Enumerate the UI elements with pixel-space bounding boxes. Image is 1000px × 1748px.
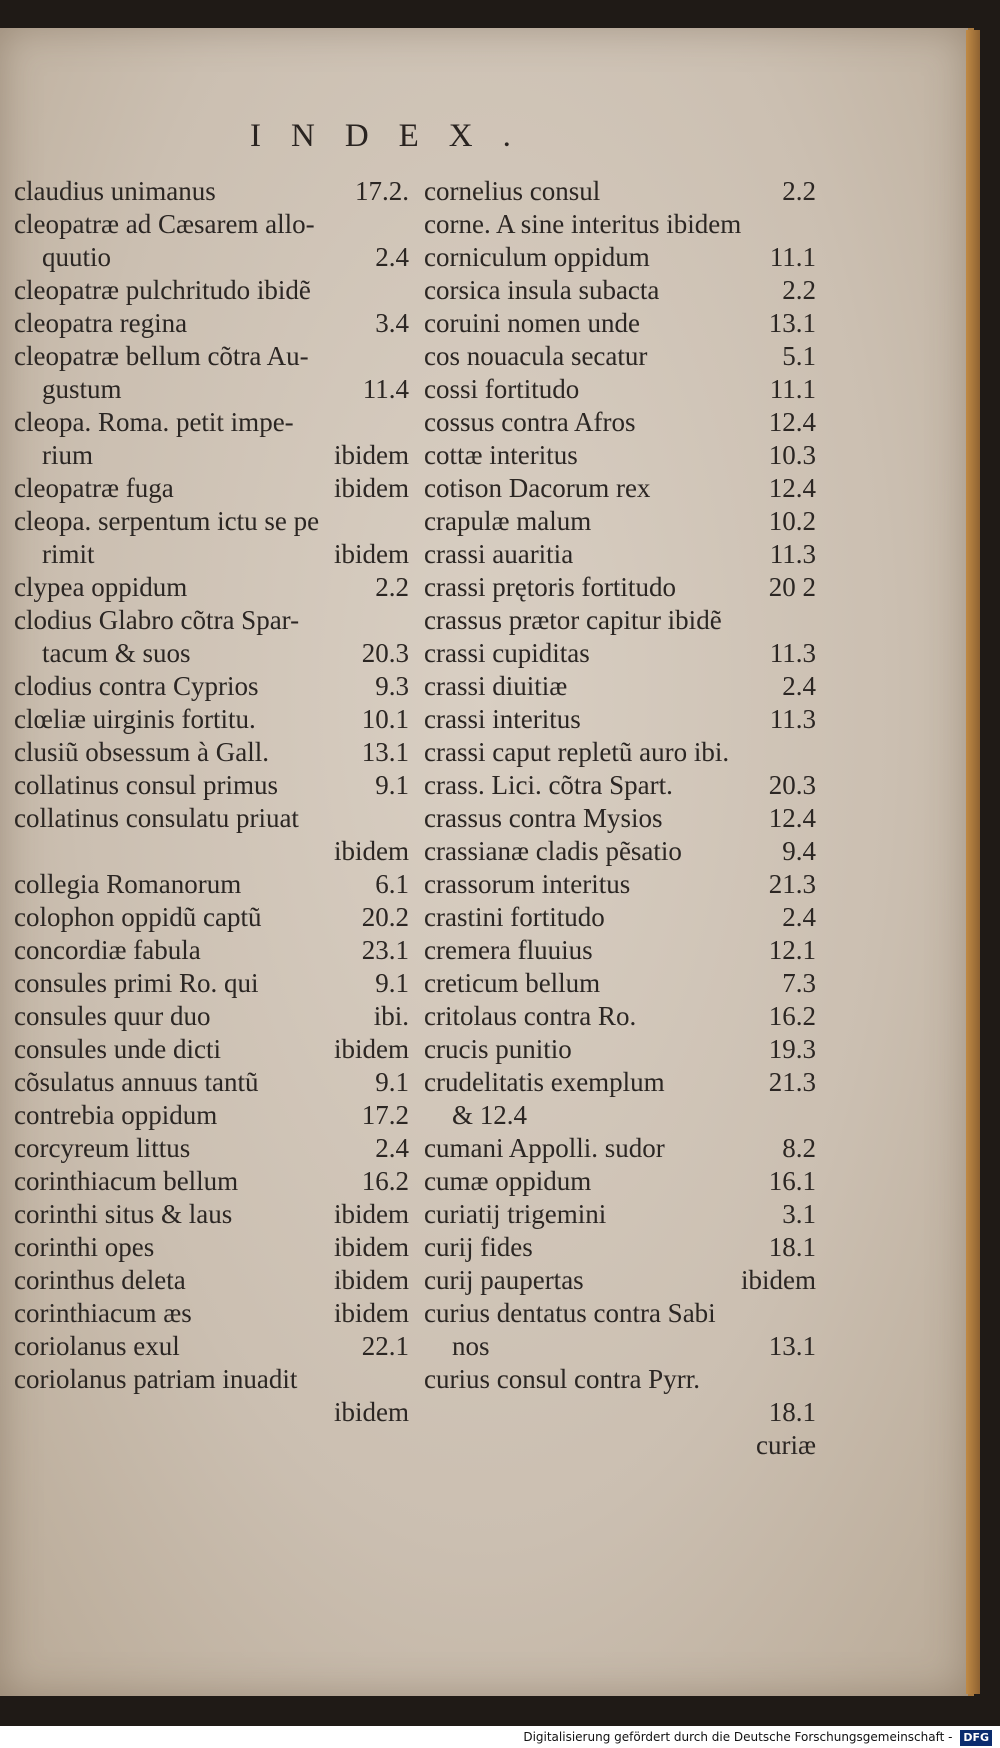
index-entry (424, 1099, 816, 1132)
entry-text: curiatij trigemini (424, 1199, 607, 1229)
entry-text: gustum (42, 374, 122, 404)
entry-reference: ibidem (334, 1265, 409, 1295)
index-entry (424, 868, 816, 901)
entry-text: contrebia oppidum (14, 1100, 218, 1130)
entry-reference: 2.4 (782, 902, 816, 932)
index-entry (14, 769, 409, 802)
entry-reference: 23.1 (361, 935, 409, 965)
entry-reference: 13.1 (361, 737, 409, 767)
index-entry (424, 1363, 816, 1396)
index-entry (424, 307, 816, 340)
entry-reference: 2.2 (375, 572, 409, 602)
entry-text: clodius Glabro cõtra Spar- (14, 605, 300, 635)
entry-text: crassus prætor capitur ibidẽ (424, 605, 722, 635)
entry-text: crapulæ malum (424, 506, 592, 536)
entry-reference: 22.1 (361, 1331, 409, 1361)
index-entry (14, 967, 409, 1000)
index-entry (424, 934, 816, 967)
entry-reference: 3.1 (782, 1199, 816, 1229)
entry-text: rium (42, 440, 93, 470)
index-entry (14, 637, 409, 670)
entry-reference: 9.1 (375, 1067, 409, 1097)
entry-reference: 13.1 (768, 1331, 816, 1361)
entry-text: curius dentatus contra Sabi (424, 1298, 716, 1328)
entry-text: crassi cupiditas (424, 638, 590, 668)
entry-text: cotison Dacorum rex (424, 473, 651, 503)
entry-text: corinthi situs & laus (14, 1199, 233, 1229)
entry-text: crassorum interitus (424, 869, 631, 899)
index-entry (14, 736, 409, 769)
index-entry (14, 208, 409, 241)
entry-text: cottæ interitus (424, 440, 578, 470)
entry-text: cleopa. serpentum ictu se pe (14, 506, 320, 536)
index-entry (424, 472, 816, 505)
index-entry (424, 340, 816, 373)
index-entry (424, 1429, 816, 1462)
entry-reference: 9.4 (782, 836, 816, 866)
index-entry (14, 670, 409, 703)
entry-reference: 10.1 (361, 704, 409, 734)
entry-text: coriolanus exul (14, 1331, 180, 1361)
index-entry (14, 439, 409, 472)
entry-text: collatinus consulatu priuat (14, 803, 299, 833)
entry-reference: 17.2 (361, 1100, 409, 1130)
entry-reference: 9.1 (375, 968, 409, 998)
entry-text: collatinus consul primus (14, 770, 278, 800)
entry-text: crassi prętoris fortitudo (424, 572, 676, 602)
entry-text: corniculum oppidum (424, 242, 650, 272)
entry-reference: 11.3 (769, 704, 816, 734)
index-entry (14, 1330, 409, 1363)
entry-text: cornelius consul (424, 176, 601, 206)
entry-reference: ibi. (373, 1001, 409, 1031)
entry-text: consules primi Ro. qui (14, 968, 259, 998)
digitization-footer (0, 1726, 1000, 1748)
index-entry (424, 1396, 816, 1429)
index-column-left (14, 175, 409, 1429)
index-entry (424, 571, 816, 604)
entry-text: rimit (42, 539, 95, 569)
entry-text: corinthiacum æs (14, 1298, 192, 1328)
entry-reference: 11.1 (769, 242, 816, 272)
index-entry (424, 736, 816, 769)
entry-text: crassi interitus (424, 704, 581, 734)
entry-text: quutio (42, 242, 112, 272)
entry-reference: 18.1 (768, 1397, 816, 1427)
index-entry (424, 505, 816, 538)
entry-reference: 2.2 (782, 176, 816, 206)
entry-text: creticum bellum (424, 968, 601, 998)
entry-reference: 12.4 (768, 407, 816, 437)
index-entry (424, 967, 816, 1000)
index-entry (424, 703, 816, 736)
entry-text: cleopatra regina (14, 308, 188, 338)
entry-reference: ibidem (334, 1397, 409, 1427)
index-entry (424, 1264, 816, 1297)
entry-text: cleopa. Roma. petit impe- (14, 407, 294, 437)
index-entry (424, 241, 816, 274)
entry-text: cumæ oppidum (424, 1166, 592, 1196)
index-entry (424, 1066, 816, 1099)
entry-reference: 9.1 (375, 770, 409, 800)
entry-text: crassus contra Mysios (424, 803, 663, 833)
entry-text: crudelitatis exemplum (424, 1067, 665, 1097)
entry-reference: 2.4 (375, 1133, 409, 1163)
entry-text: cleopatræ bellum cõtra Au- (14, 341, 309, 371)
entry-text: cossus contra Afros (424, 407, 636, 437)
entry-text: corne. A sine interitus ibidem (424, 209, 742, 239)
entry-reference: 20 2 (768, 572, 816, 602)
index-entry (424, 637, 816, 670)
index-entry (14, 901, 409, 934)
entry-reference: 9.3 (375, 671, 409, 701)
entry-text: coriolanus patriam inuadit (14, 1364, 298, 1394)
index-entry (14, 868, 409, 901)
entry-text: crass. Lici. cõtra Spart. (424, 770, 673, 800)
index-entry (14, 538, 409, 571)
entry-reference: 11.1 (769, 374, 816, 404)
entry-text: crucis punitio (424, 1034, 572, 1064)
index-entry (424, 406, 816, 439)
entry-reference: 12.1 (768, 935, 816, 965)
entry-text: curij paupertas (424, 1265, 584, 1295)
page-edge (966, 30, 980, 1694)
entry-reference: 13.1 (768, 308, 816, 338)
index-entry (14, 1066, 409, 1099)
entry-text: cleopatræ pulchritudo ibidẽ (14, 275, 311, 305)
entry-text: corinthus deleta (14, 1265, 186, 1295)
entry-reference: ibidem (334, 836, 409, 866)
entry-reference: 17.2. (355, 176, 409, 206)
entry-text: corinthiacum bellum (14, 1166, 239, 1196)
entry-reference: ibidem (334, 1199, 409, 1229)
index-entry (14, 604, 409, 637)
index-entry (14, 1231, 409, 1264)
index-entry (424, 604, 816, 637)
entry-reference: 2.2 (782, 275, 816, 305)
index-entry (14, 175, 409, 208)
entry-text: collegia Romanorum (14, 869, 242, 899)
index-entry (424, 175, 816, 208)
entry-text: crassianæ cladis pẽsatio (424, 836, 682, 866)
index-entry (14, 835, 409, 868)
entry-text: curij fides (424, 1232, 533, 1262)
entry-reference: ibidem (741, 1265, 816, 1295)
index-entry (424, 835, 816, 868)
entry-text: cleopatræ fuga (14, 473, 174, 503)
entry-reference: ibidem (334, 1232, 409, 1262)
entry-reference: 12.4 (768, 473, 816, 503)
index-entry (14, 340, 409, 373)
index-entry (14, 307, 409, 340)
index-entry (14, 241, 409, 274)
entry-reference: ibidem (334, 1034, 409, 1064)
entry-reference: 5.1 (782, 341, 816, 371)
entry-reference: 10.2 (768, 506, 816, 536)
entry-reference: 11.4 (362, 374, 409, 404)
entry-reference: 8.2 (782, 1133, 816, 1163)
index-entry (14, 1099, 409, 1132)
entry-text: crassi diuitiæ (424, 671, 568, 701)
entry-reference: 6.1 (375, 869, 409, 899)
index-entry (14, 1033, 409, 1066)
index-entry (14, 472, 409, 505)
index-entry (424, 1231, 816, 1264)
index-entry (14, 373, 409, 406)
entry-text: claudius unimanus (14, 176, 216, 206)
entry-reference: ibidem (334, 440, 409, 470)
entry-text: curius consul contra Pyrr. (424, 1364, 700, 1394)
page-header: INDEX. (250, 118, 541, 154)
entry-text: cumani Appolli. sudor (424, 1133, 665, 1163)
index-entry (424, 769, 816, 802)
index-entry (14, 1297, 409, 1330)
entry-reference: 16.2 (768, 1001, 816, 1031)
index-entry (424, 208, 816, 241)
entry-reference: 16.2 (361, 1166, 409, 1196)
entry-reference: 16.1 (768, 1166, 816, 1196)
index-entry (424, 439, 816, 472)
entry-text: consules quur duo (14, 1001, 211, 1031)
index-entry (14, 571, 409, 604)
entry-text: concordiæ fabula (14, 935, 201, 965)
entry-reference: 18.1 (768, 1232, 816, 1262)
index-entry (424, 1132, 816, 1165)
entry-reference: 20.3 (768, 770, 816, 800)
index-entry (424, 538, 816, 571)
entry-reference: 11.3 (769, 539, 816, 569)
dfg-logo: DFG (960, 1730, 992, 1746)
index-entry (424, 901, 816, 934)
entry-text: crassi auaritia (424, 539, 574, 569)
index-entry (14, 1132, 409, 1165)
entry-reference: 19.3 (768, 1034, 816, 1064)
entry-reference: curiæ (756, 1430, 816, 1460)
entry-text: cõsulatus annuus tantũ (14, 1067, 259, 1097)
index-entry (14, 1396, 409, 1429)
entry-reference: 11.3 (769, 638, 816, 668)
index-entry (424, 1000, 816, 1033)
index-entry (14, 274, 409, 307)
index-entry (424, 274, 816, 307)
entry-reference: 10.3 (768, 440, 816, 470)
entry-text: corcyreum littus (14, 1133, 191, 1163)
entry-reference: ibidem (334, 473, 409, 503)
index-column-right (424, 175, 816, 1462)
entry-reference: 7.3 (782, 968, 816, 998)
index-entry (424, 1033, 816, 1066)
entry-reference: 2.4 (375, 242, 409, 272)
entry-reference: 20.3 (361, 638, 409, 668)
index-entry (14, 934, 409, 967)
entry-text: clœliæ uirginis fortitu. (14, 704, 256, 734)
entry-text: cleopatræ ad Cæsarem allo- (14, 209, 315, 239)
entry-text: cossi fortitudo (424, 374, 580, 404)
entry-text: nos (452, 1331, 490, 1361)
index-entry (14, 1264, 409, 1297)
entry-text: cremera fluuius (424, 935, 593, 965)
entry-text: corsica insula subacta (424, 275, 660, 305)
entry-text: cos nouacula secatur (424, 341, 648, 371)
index-entry (424, 1330, 816, 1363)
entry-text: clodius contra Cyprios (14, 671, 259, 701)
index-entry (14, 1165, 409, 1198)
entry-text: colophon oppidũ captũ (14, 902, 262, 932)
entry-text: clypea oppidum (14, 572, 188, 602)
entry-reference: 3.4 (375, 308, 409, 338)
entry-text: & 12.4 (452, 1100, 528, 1130)
index-entry (14, 505, 409, 538)
entry-reference: ibidem (334, 539, 409, 569)
index-entry (424, 1297, 816, 1330)
footer-text: Digitalisierung gefördert durch die Deutsche Forschungsgemeinschaft - (523, 1730, 953, 1744)
entry-reference: 21.3 (768, 1067, 816, 1097)
entry-reference: 2.4 (782, 671, 816, 701)
index-entry (424, 802, 816, 835)
index-entry (14, 406, 409, 439)
index-entry (14, 703, 409, 736)
entry-text: tacum & suos (42, 638, 191, 668)
entry-text: critolaus contra Ro. (424, 1001, 637, 1031)
entry-text: corinthi opes (14, 1232, 155, 1262)
entry-reference: ibidem (334, 1298, 409, 1328)
index-entry (14, 1363, 409, 1396)
index-entry (14, 1198, 409, 1231)
entry-text: crassi caput repletũ auro ibi. (424, 737, 730, 767)
entry-text: clusiũ obsessum à Gall. (14, 737, 269, 767)
index-entry (14, 802, 409, 835)
entry-text: consules unde dicti (14, 1034, 221, 1064)
entry-text: crastini fortitudo (424, 902, 605, 932)
index-entry (424, 1165, 816, 1198)
index-entry (424, 373, 816, 406)
index-entry (14, 1000, 409, 1033)
index-entry (424, 670, 816, 703)
entry-text: coruini nomen unde (424, 308, 640, 338)
index-entry (424, 1198, 816, 1231)
entry-reference: 12.4 (768, 803, 816, 833)
entry-reference: 20.2 (361, 902, 409, 932)
entry-reference: 21.3 (768, 869, 816, 899)
